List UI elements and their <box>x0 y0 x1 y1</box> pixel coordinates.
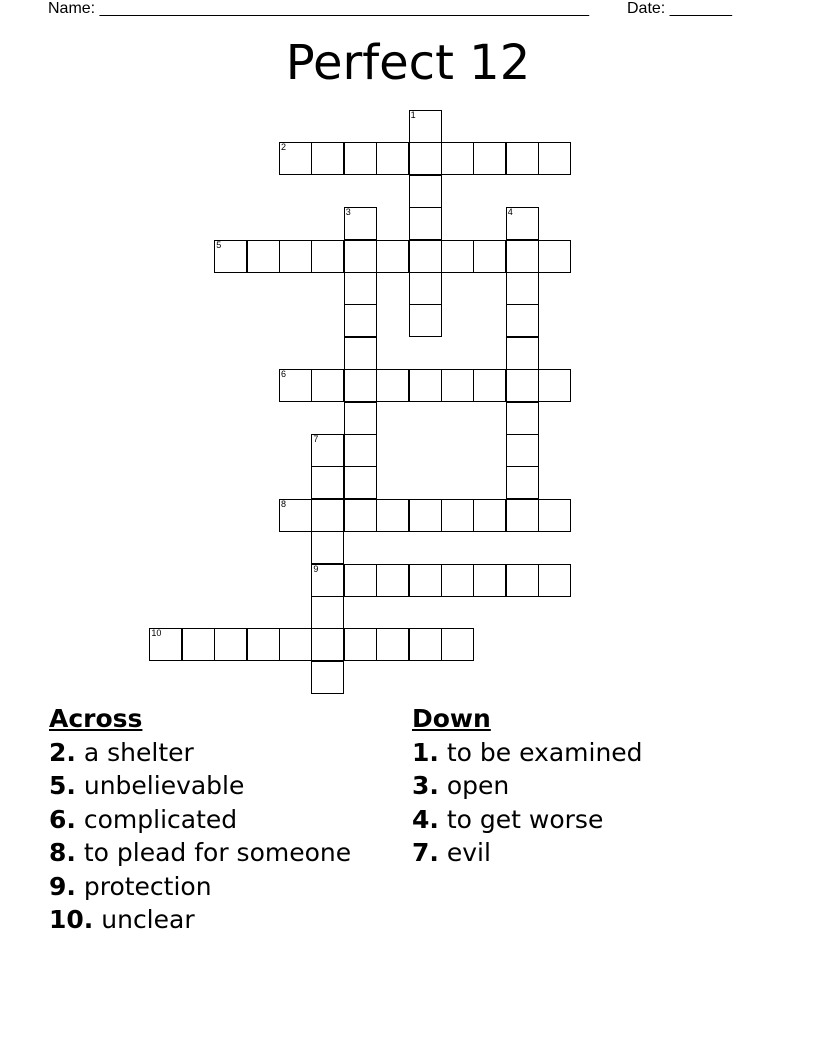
grid-cell[interactable] <box>506 564 539 597</box>
grid-cell[interactable] <box>311 661 344 694</box>
grid-cell[interactable] <box>473 369 506 402</box>
grid-cell[interactable] <box>409 142 442 175</box>
grid-cell[interactable] <box>538 499 571 532</box>
grid-cell[interactable] <box>344 272 377 305</box>
grid-cell[interactable] <box>506 369 539 402</box>
clue-number-label: 1 <box>410 110 416 120</box>
grid-cell[interactable] <box>182 628 215 661</box>
grid-cell[interactable] <box>409 304 442 337</box>
grid-cell[interactable] <box>473 240 506 273</box>
grid-cell[interactable] <box>344 466 377 499</box>
clue-number-label: 8 <box>281 498 287 509</box>
grid-cell[interactable] <box>441 369 474 402</box>
grid-cell[interactable] <box>311 369 344 402</box>
across-clue <box>49 903 351 937</box>
down-heading: Down <box>412 704 491 733</box>
across-clue <box>49 769 351 803</box>
across-clue <box>49 736 351 770</box>
page-title: Perfect 12 <box>285 35 531 91</box>
clue-number-label: 10 <box>151 628 162 639</box>
grid-cell[interactable] <box>344 369 377 402</box>
grid-cell[interactable] <box>538 240 571 273</box>
across-clue <box>49 803 351 837</box>
grid-cell[interactable] <box>311 499 344 532</box>
grid-cell[interactable] <box>344 142 377 175</box>
grid-cell[interactable] <box>247 240 280 273</box>
grid-cell[interactable] <box>409 175 442 208</box>
grid-cell[interactable] <box>538 142 571 175</box>
across-clue <box>49 870 351 904</box>
grid-cell[interactable] <box>506 272 539 305</box>
clue-number: 4. <box>412 804 439 834</box>
clue-number-label: 2 <box>281 142 287 153</box>
clue-number: 8. <box>49 838 76 867</box>
clue-number-label: 4 <box>507 207 513 218</box>
grid-cell[interactable] <box>214 240 247 273</box>
grid-cell[interactable] <box>376 142 409 175</box>
grid-cell[interactable] <box>311 531 344 564</box>
clue-text: open <box>446 771 510 800</box>
grid-cell[interactable] <box>441 564 474 597</box>
grid-cell[interactable] <box>311 434 344 467</box>
grid-cell[interactable] <box>409 564 442 597</box>
down-clues <box>412 702 643 870</box>
clue-text: unclear <box>101 905 195 934</box>
grid-cell[interactable] <box>409 369 442 402</box>
grid-cell[interactable] <box>506 240 539 273</box>
grid-cell[interactable] <box>279 369 312 402</box>
grid-cell[interactable] <box>279 240 312 273</box>
clue-text: protection <box>83 871 212 901</box>
grid-cell[interactable] <box>506 434 539 467</box>
grid-cell[interactable] <box>344 499 377 532</box>
grid-cell[interactable] <box>311 240 344 273</box>
clue-text: to plead for someone <box>83 838 352 867</box>
grid-cell[interactable] <box>311 628 344 661</box>
grid-cell[interactable] <box>376 499 409 532</box>
clue-text: evil <box>446 838 491 867</box>
clue-text: complicated <box>83 804 238 834</box>
clue-number-label: 9 <box>313 563 319 574</box>
clue-text: unbelievable <box>83 771 245 800</box>
grid-cell[interactable] <box>441 240 474 273</box>
grid-cell[interactable] <box>279 499 312 532</box>
grid-cell[interactable] <box>538 369 571 402</box>
clue-number: 3. <box>412 771 439 800</box>
grid-cell[interactable] <box>214 628 247 661</box>
grid-cell[interactable] <box>538 564 571 597</box>
grid-cell[interactable] <box>506 207 539 240</box>
clue-number-label: 7 <box>313 434 319 444</box>
grid-cell[interactable] <box>311 564 344 597</box>
grid-cell[interactable] <box>441 628 474 661</box>
clue-number: 10. <box>49 905 94 934</box>
clue-number: 2. <box>49 737 76 767</box>
grid-cell[interactable] <box>376 628 409 661</box>
grid-cell[interactable] <box>344 337 377 370</box>
down-clue <box>412 736 643 770</box>
grid-cell[interactable] <box>409 240 442 273</box>
grid-cell[interactable] <box>441 142 474 175</box>
grid-cell[interactable] <box>409 207 442 240</box>
clue-text: a shelter <box>83 737 194 767</box>
clue-number: 6. <box>49 804 76 834</box>
grid-cell[interactable] <box>441 499 474 532</box>
grid-cell[interactable] <box>376 240 409 273</box>
down-clue <box>412 836 643 870</box>
clue-number: 5. <box>49 771 76 800</box>
across-heading: Across <box>49 704 143 733</box>
grid-cell[interactable] <box>506 402 539 435</box>
grid-cell[interactable] <box>311 466 344 499</box>
grid-cell[interactable] <box>376 564 409 597</box>
clue-number-label: 5 <box>216 239 222 250</box>
grid-cell[interactable] <box>409 628 442 661</box>
grid-cell[interactable] <box>279 628 312 661</box>
grid-cell[interactable] <box>473 499 506 532</box>
grid-cell[interactable] <box>344 402 377 435</box>
grid-cell[interactable] <box>344 207 377 240</box>
clue-number-label: 3 <box>345 207 351 218</box>
grid-cell[interactable] <box>409 272 442 305</box>
grid-cell[interactable] <box>247 628 280 661</box>
grid-cell[interactable] <box>506 466 539 499</box>
grid-cell[interactable] <box>409 499 442 532</box>
grid-cell[interactable] <box>506 304 539 337</box>
grid-cell[interactable] <box>506 337 539 370</box>
across-clue <box>49 836 351 870</box>
down-clue <box>412 803 643 837</box>
clue-number: 7. <box>412 838 439 867</box>
clue-number-label: 6 <box>281 369 287 380</box>
name-field[interactable]: Name: _______________________________________________________ <box>48 0 589 17</box>
date-field[interactable]: Date: _______ <box>627 0 732 17</box>
grid-cell[interactable] <box>473 564 506 597</box>
grid-cell[interactable] <box>473 142 506 175</box>
grid-cell[interactable] <box>409 110 442 143</box>
clue-number: 9. <box>49 871 76 901</box>
grid-cell[interactable] <box>344 304 377 337</box>
down-clue <box>412 769 643 803</box>
grid-cell[interactable] <box>311 596 344 629</box>
grid-cell[interactable] <box>506 142 539 175</box>
grid-cell[interactable] <box>506 499 539 532</box>
grid-cell[interactable] <box>279 142 312 175</box>
grid-cell[interactable] <box>344 628 377 661</box>
clue-text: to be examined <box>446 737 643 767</box>
grid-cell[interactable] <box>344 240 377 273</box>
clue-text: to get worse <box>446 804 604 834</box>
across-clues <box>49 702 351 937</box>
grid-cell[interactable] <box>344 564 377 597</box>
grid-cell[interactable] <box>311 142 344 175</box>
grid-cell[interactable] <box>149 628 182 661</box>
grid-cell[interactable] <box>376 369 409 402</box>
clue-number: 1. <box>412 737 439 767</box>
grid-cell[interactable] <box>344 434 377 467</box>
